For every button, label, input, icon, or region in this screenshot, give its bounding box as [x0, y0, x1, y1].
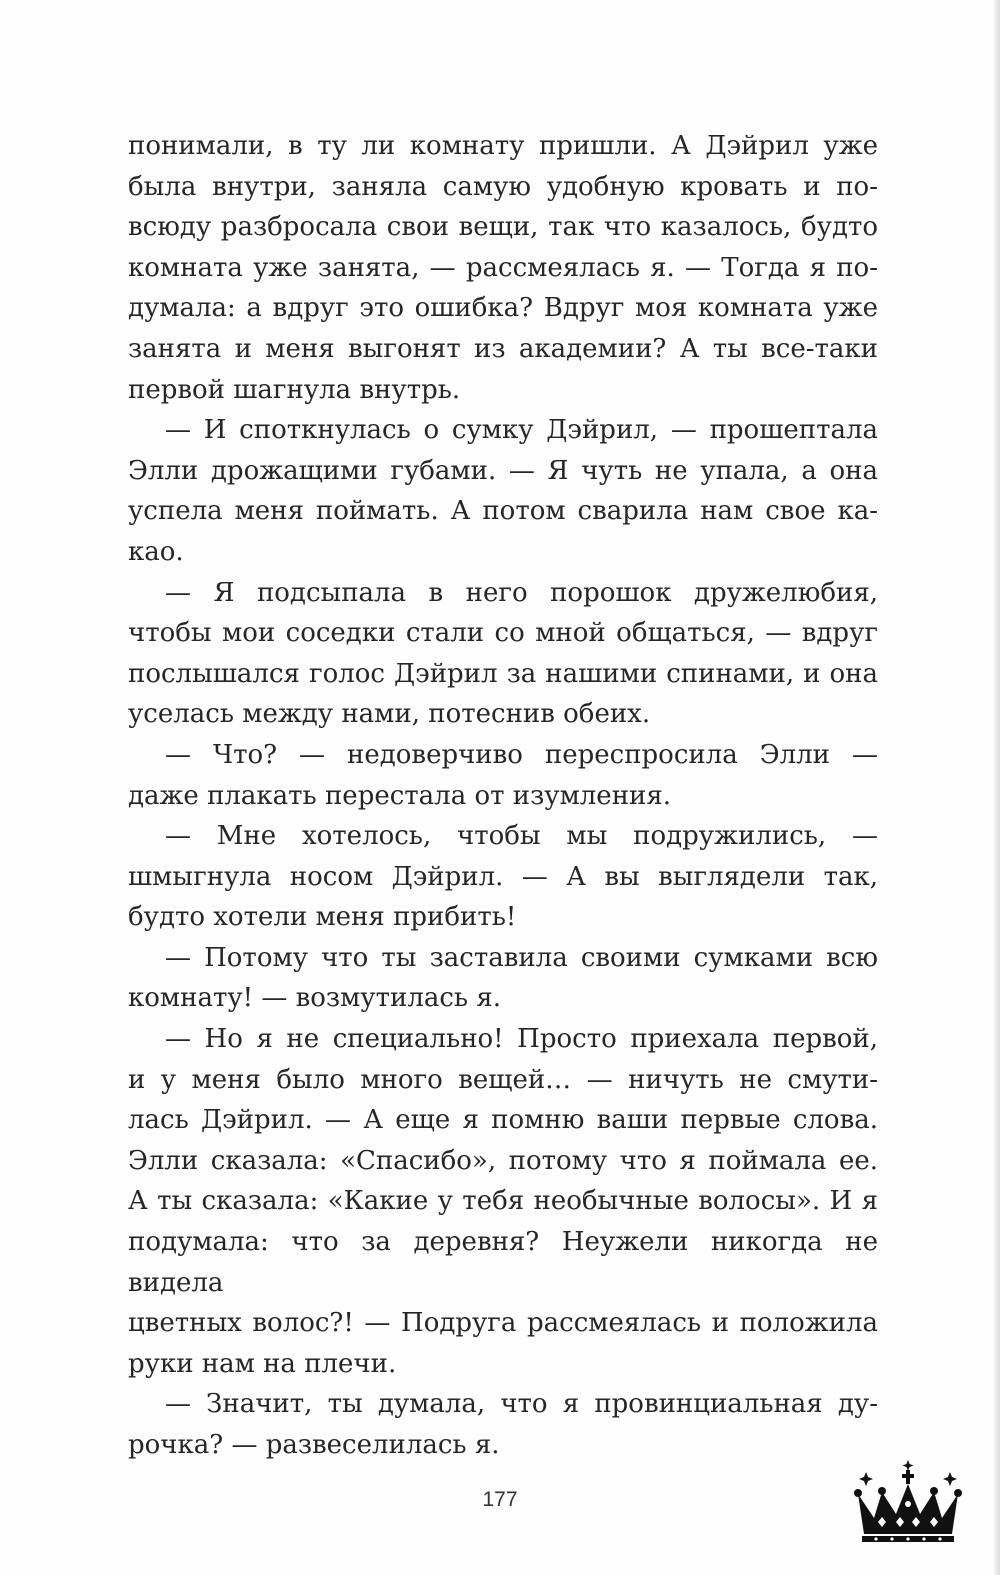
- text-line: подумала: что за деревня? Неужели никогда не видела: [128, 1227, 878, 1298]
- text-line: чтобы мои соседки стали со мной общаться, — вдруг: [128, 618, 878, 649]
- text-line: руки нам на плечи.: [128, 1348, 397, 1379]
- text-line: всюду разбросала свои вещи, так что казалось, будто: [128, 212, 878, 243]
- text-line: была внутри, заняла самую удобную кровать и по-: [128, 171, 878, 202]
- text-line: као.: [128, 536, 184, 567]
- text-line: — Я подсыпала в него порошок дружелюбия,: [165, 577, 878, 608]
- text-line: Элли дрожащими губами. — Я чуть не упала, а она: [128, 455, 878, 486]
- text-line: — Значит, ты думала, что я провинциальная ду-: [165, 1389, 878, 1420]
- text-line: — Что? — недоверчиво переспросила Элли —: [165, 739, 878, 770]
- crown-icon: [852, 1458, 964, 1546]
- text-line: послышался голос Дэйрил за нашими спинами, и она: [128, 658, 878, 689]
- body-text: [128, 126, 878, 1466]
- text-line: — Но я не специально! Просто приехала первой,: [165, 1024, 878, 1055]
- text-line: рочка? — развеселилась я.: [128, 1430, 500, 1460]
- text-line: занята и меня выгонят из академии? А ты все-таки: [128, 333, 878, 364]
- text-line: даже плакать перестала от изумления.: [128, 780, 672, 811]
- text-line: шмыгнула носом Дэйрил. — А вы выглядели так,: [128, 861, 878, 892]
- page-number: 177: [482, 1488, 518, 1511]
- text-line: первой шагнула внутрь.: [128, 374, 461, 405]
- text-line: понимали, в ту ли комнату пришли. А Дэйрил уже: [128, 131, 878, 161]
- text-line: думала: а вдруг это ошибка? Вдруг моя комната уже: [128, 293, 878, 324]
- page-edge-shadow: [994, 0, 1000, 1575]
- text-line: — И споткнулась о сумку Дэйрил, — прошептала: [165, 415, 878, 446]
- text-line: — Потому что ты заставила своими сумками всю: [165, 942, 878, 973]
- text-line: будто хотели меня прибить!: [128, 902, 517, 933]
- text-line: комната уже занята, — рассмеялась я. — Тогда я по-: [128, 252, 878, 283]
- text-line: Элли сказала: «Спасибо», потому что я поймала ее.: [128, 1145, 878, 1176]
- text-line: лась Дэйрил. — А еще я помню ваши первые слова.: [128, 1105, 878, 1136]
- text-line: цветных волос?! — Подруга рассмеялась и положила: [128, 1308, 878, 1339]
- text-line: — Мне хотелось, чтобы мы подружились, —: [165, 821, 878, 852]
- text-line: комнату! — возмутилась я.: [128, 983, 501, 1014]
- text-line: уселась между нами, потеснив обеих.: [128, 699, 651, 730]
- text-line: и у меня было много вещей… — ничуть не смути-: [128, 1064, 878, 1095]
- text-line: А ты сказала: «Какие у тебя необычные волосы». И я: [128, 1186, 878, 1217]
- text-line: успела меня поймать. А потом сварила нам свое ка-: [128, 496, 878, 527]
